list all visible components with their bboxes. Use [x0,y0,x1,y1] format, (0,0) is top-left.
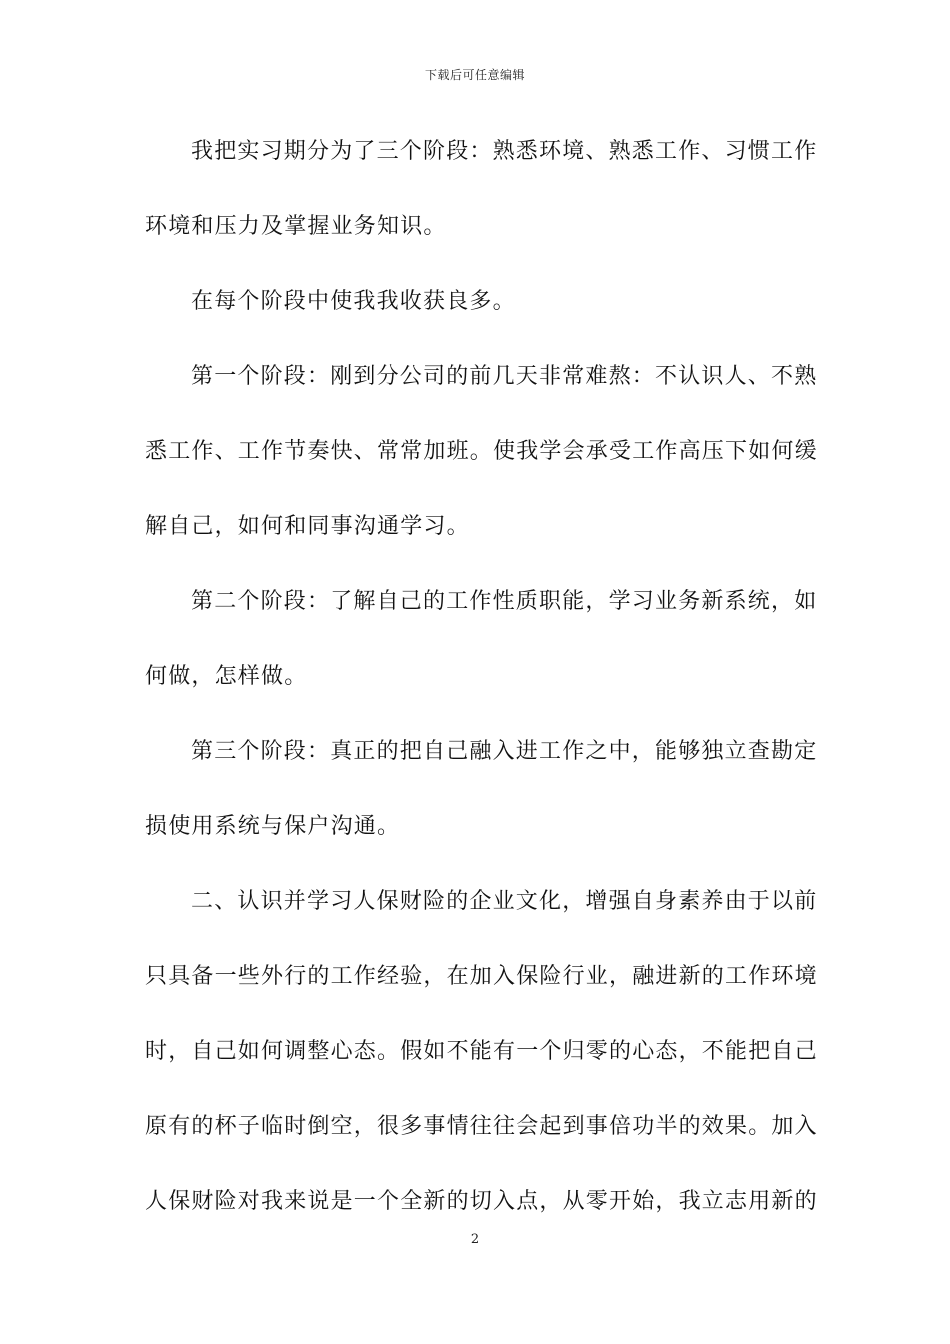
page-number: 2 [470,1232,480,1247]
paragraph-line: 二、认识并学习人保财险的企业文化，增强自身素养由于以前 [191,889,818,914]
paragraph-line: 何做，怎样做。 [145,664,308,689]
paragraph-line: 只具备一些外行的工作经验，在加入保险行业，融进新的工作环境 [145,964,818,989]
page-header: 下载后可任意编辑 [424,68,525,82]
paragraph-line: 第二个阶段：了解自己的工作性质职能，学习业务新系统，如 [191,589,818,614]
paragraph-line: 解自己，如何和同事沟通学习。 [145,514,470,539]
paragraph-line: 第三个阶段：真正的把自己融入进工作之中，能够独立查勘定 [191,739,818,764]
paragraph-line: 在每个阶段中使我我收获良多。 [191,289,516,314]
paragraph-line: 人保财险对我来说是一个全新的切入点，从零开始，我立志用新的 [145,1189,818,1214]
document-body [145,128,818,1253]
paragraph-line: 损使用系统与保户沟通。 [145,814,401,839]
paragraph-line: 环境和压力及掌握业务知识。 [145,214,447,239]
paragraph-line: 悉工作、工作节奏快、常常加班。使我学会承受工作高压下如何缓 [145,439,818,464]
paragraph-line: 第一个阶段：刚到分公司的前几天非常难熬：不认识人、不熟 [191,364,818,389]
paragraph-line: 我把实习期分为了三个阶段：熟悉环境、熟悉工作、习惯工作 [191,139,818,164]
paragraph-line: 原有的杯子临时倒空，很多事情往往会起到事倍功半的效果。加入 [145,1114,818,1139]
paragraph-line: 时，自己如何调整心态。假如不能有一个归零的心态，不能把自己 [145,1039,818,1064]
